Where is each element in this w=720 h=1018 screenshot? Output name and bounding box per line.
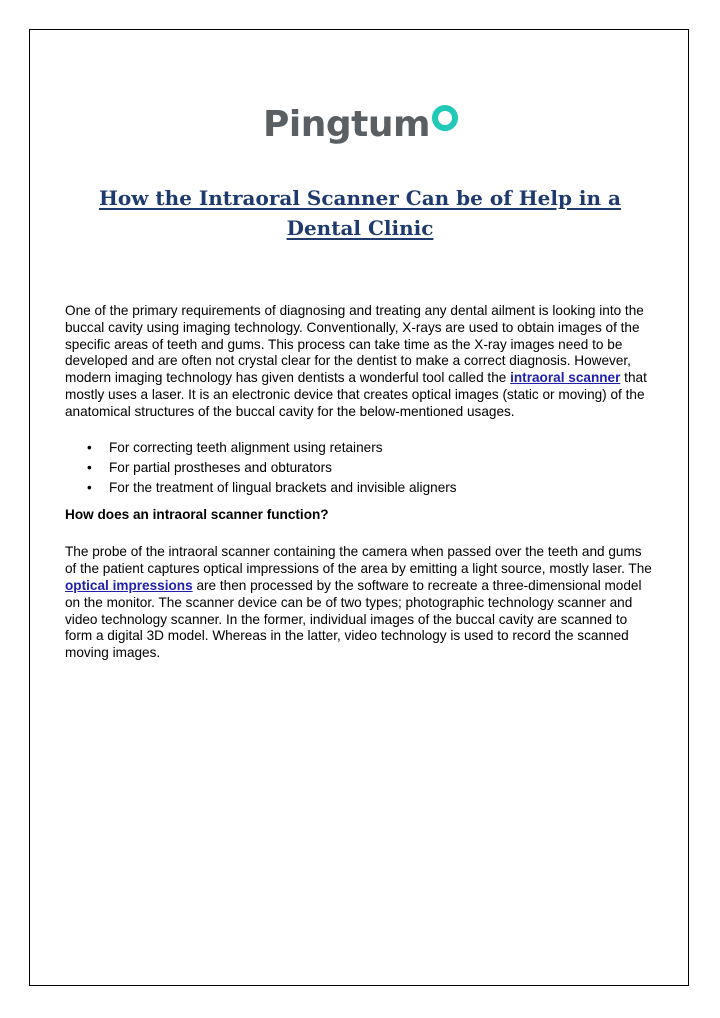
usage-list <box>65 438 653 498</box>
paragraph-intro-text-1: One of the primary requirements of diagnosing and treating any dental ailment is looking into the buccal cavity using imaging technology. Conventionally, X-rays are used to obtain images of the specific areas of teeth and gums. This process can take time as the X-ray images need to be developed and are often not crystal clear for the dentist to make a correct diagnosis. However, modern imaging technology has given dentists a wonderful tool called the <box>65 303 644 386</box>
logo-text: Pingtum <box>263 103 430 145</box>
optical-impressions-link[interactable]: optical impressions <box>65 577 193 593</box>
list-item <box>65 438 653 458</box>
pingtum-logo <box>263 96 458 152</box>
paragraph-function-text-1: The probe of the intraoral scanner containing the camera when passed over the teeth and gums of the patient captures optical impressions of the area by emitting a light source, mostly laser. The <box>65 544 652 577</box>
bullet-icon: • <box>87 479 92 495</box>
paragraph-function-text-2: are then processed by the software to recreate a three-dimensional model on the monitor. The scanner device can be of two types; photographic technology scanner and video technology scanner. In the former, individual images of the buccal cavity are scanned to form a digital 3D model. Whereas in the latter, video technology is used to record the scanned moving images. <box>65 577 642 661</box>
list-item <box>65 478 653 498</box>
paragraph-function <box>65 544 653 662</box>
bullet-icon: • <box>87 459 92 475</box>
list-item-text: For partial prostheses and obturators <box>109 459 332 475</box>
paragraph-intro-text-2: that mostly uses a laser. It is an electronic device that creates optical images (static or moving) of the anatomical structures of the buccal cavity for the below-mentioned usages. <box>65 370 647 419</box>
page-title-text: How the Intraoral Scanner Can be of Help in a Dental Clinic <box>99 186 621 240</box>
list-item-text: For the treatment of lingual brackets and invisible aligners <box>109 479 457 495</box>
intraoral-scanner-link[interactable]: intraoral scanner <box>510 370 621 386</box>
list-item-text: For correcting teeth alignment using retainers <box>109 439 383 455</box>
page-title <box>60 183 660 243</box>
article-body <box>65 303 653 662</box>
list-item <box>65 458 653 478</box>
logo-ring-icon <box>432 105 458 131</box>
paragraph-intro <box>65 303 653 421</box>
section-heading: How does an intraoral scanner function? <box>65 506 329 522</box>
bullet-icon: • <box>87 439 92 455</box>
